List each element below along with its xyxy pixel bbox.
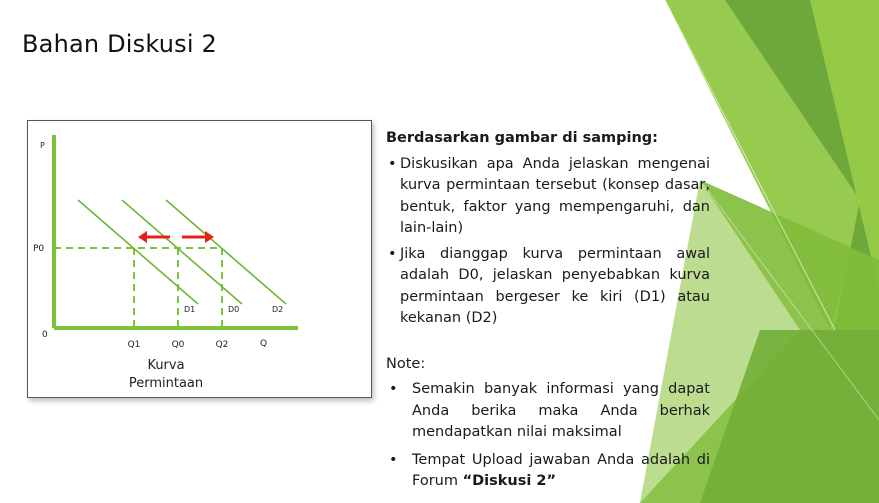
curve-label-d0: D0 (228, 305, 240, 314)
bullet-icon: • (389, 451, 398, 468)
bullet-text: Diskusikan apa Anda jelaskan mengenai kurva permintaan tersebut (konsep dasar, bentuk, faktor yang mempengaruhi, dan lain-lain) (400, 155, 710, 236)
x-tick-label: Q0 (171, 340, 185, 350)
note-heading: Note: (386, 355, 426, 372)
curve-label-d1: D1 (184, 305, 196, 314)
x-tick-label: Q1 (127, 340, 141, 350)
note-list (386, 379, 710, 493)
discussion-list (386, 154, 710, 330)
demand-curve-figure (27, 120, 372, 398)
demand-curve-d0 (122, 200, 242, 304)
content-heading: Berdasarkan gambar di samping: (386, 130, 658, 146)
left-arrow-icon (138, 231, 147, 243)
list-item (386, 154, 710, 240)
x-tick-label: Q2 (215, 340, 229, 350)
origin-label: 0 (42, 330, 48, 340)
y-tick-label: P0 (33, 244, 45, 254)
x-axis-label: Q (260, 339, 268, 349)
y-axis-label: P (40, 141, 45, 150)
bullet-icon: • (388, 245, 397, 262)
curve-label-d2: D2 (272, 305, 284, 314)
demand-chart (28, 121, 371, 397)
demand-curve-d1 (78, 200, 198, 304)
slide-title: Bahan Diskusi 2 (22, 30, 218, 58)
list-item (386, 244, 710, 330)
note-text: Semakin banyak informasi yang dapat Anda berika maka Anda berhak mendapatkan nilai maksimal (412, 381, 710, 440)
bullet-icon: • (389, 381, 398, 397)
list-item (386, 379, 710, 444)
content-panel (386, 128, 710, 499)
demand-curve-d2 (166, 200, 286, 304)
bullet-text: Jika dianggap kurva permintaan awal adalah D0, jelaskan penyebabkan kurva permintaan bergeser ke kiri (D1) atau kekanan (D2) (400, 245, 710, 326)
forum-name: “Diskusi 2” (462, 473, 556, 489)
list-item (386, 450, 710, 493)
figure-caption-line2: Permintaan (128, 376, 204, 391)
figure-caption-line1: Kurva (147, 358, 185, 373)
bullet-icon: • (388, 155, 397, 172)
note-text: Tempat Upload jawaban Anda adalah di Forum (412, 451, 710, 489)
